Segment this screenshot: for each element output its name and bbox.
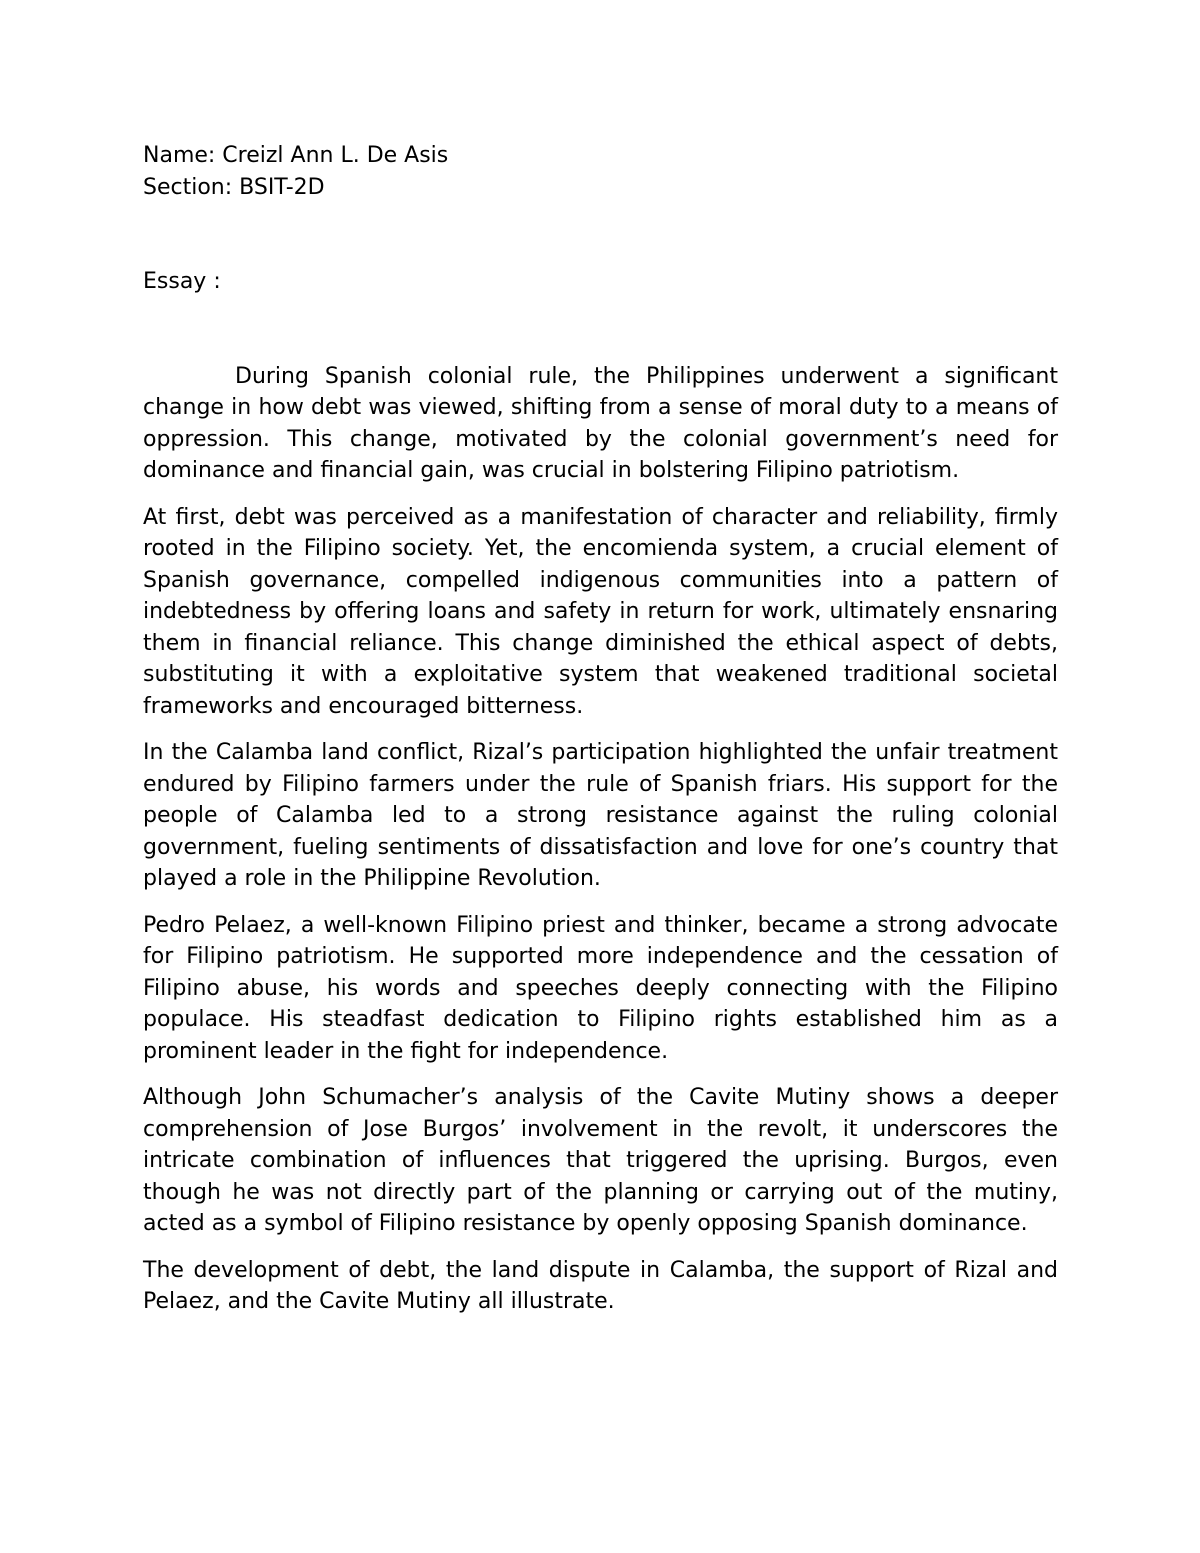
- essay-body: [143, 361, 1058, 1318]
- essay-paragraph-5: Although John Schumacher’s analysis of the Cavite Mutiny shows a deeper comprehension of Jose Burgos’ involvement in the revolt, it underscores the intricate combination of influences that triggered the uprising. Burgos, even though he was not directly part of the planning or carrying out of the mutiny, acted as a symbol of Filipino resistance by openly opposing Spanish dominance.: [143, 1085, 1058, 1236]
- student-name: Name: Creizl Ann L. De Asis: [143, 143, 449, 168]
- essay-heading: Essay :: [143, 269, 221, 294]
- student-section: Section: BSIT-2D: [143, 174, 325, 200]
- document-page: [143, 140, 1058, 1333]
- essay-paragraph-4: Pedro Pelaez, a well-known Filipino priest and thinker, became a strong advocate for Filipino patriotism. He supported more independence and the cessation of Filipino abuse, his words and speeches deeply connecting with the Filipino populace. His steadfast dedication to Filipino rights established him as a prominent leader in the fight for independence.: [143, 912, 1058, 1064]
- essay-paragraph-3: In the Calamba land conflict, Rizal’s participation highlighted the unfair treatment endured by Filipino farmers under the rule of Spanish friars. His support for the people of Calamba led to a strong resistance against the ruling colonial government, fueling sentiments of dissatisfaction and love for one’s country that played a role in the Philippine Revolution.: [143, 740, 1058, 891]
- essay-paragraph-1: During Spanish colonial rule, the Philippines underwent a significant change in how debt was viewed, shifting from a sense of moral duty to a means of oppression. This change, motivated by the colonial government’s need for dominance and financial gain, was crucial in bolstering Filipino patriotism.: [143, 363, 1058, 483]
- essay-paragraph-6: The development of debt, the land dispute in Calamba, the support of Rizal and Pelaez, and the Cavite Mutiny all illustrate.: [143, 1257, 1058, 1314]
- essay-paragraph-2: At first, debt was perceived as a manifestation of character and reliability, firmly rooted in the Filipino society. Yet, the encomienda system, a crucial element of Spanish governance, compelled indigenous communities into a pattern of indebtedness by offering loans and safety in return for work, ultimately ensnaring them in financial reliance. This change diminished the ethical aspect of debts, substituting it with a exploitative system that weakened traditional societal frameworks and encouraged bitterness.: [143, 504, 1058, 719]
